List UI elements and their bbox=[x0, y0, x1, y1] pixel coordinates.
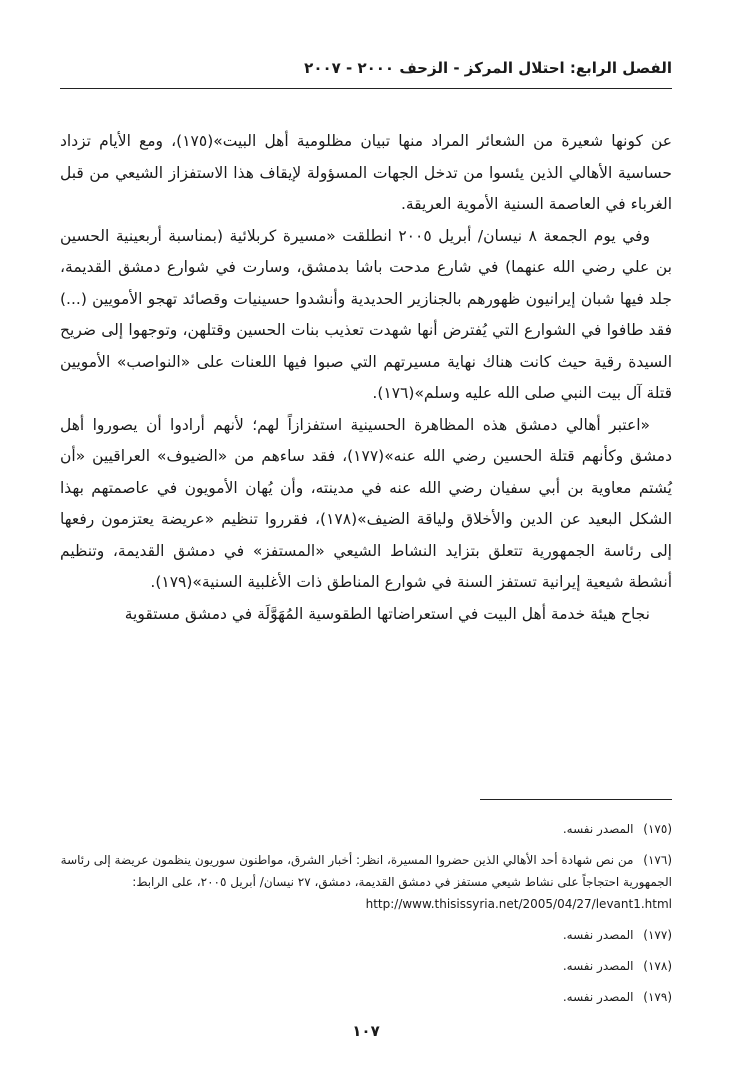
header-rule bbox=[60, 88, 672, 89]
paragraph: عن كونها شعيرة من الشعائر المراد منها تبيان مظلومية أهل البيت»(١٧٥)، ومع الأيام تزداد حساسية الأهالي الذين يئسوا من تدخل الجهات المسؤولة لإيقاف هذا الاستفزاز الشيعي من قبل الغرباء في العاصمة السنية الأموية العريقة. bbox=[60, 132, 672, 213]
footnote-text: المصدر نفسه. bbox=[562, 959, 634, 973]
footnote-text: من نص شهادة أحد الأهالي الذين حضروا المسيرة، انظر: أخبار الشرق، مواطنون سوريون ينظمون عريضة إلى رئاسة الجمهورية احتجاجاً على نشاط شيعي مستفز في دمشق القديمة، دمشق، ٢٧ نيسان/ أبريل ٢٠٠٥، على الرابط: bbox=[60, 853, 672, 889]
footnote-177 bbox=[60, 924, 672, 946]
running-header: الفصل الرابع: احتلال المركز - الزحف ٢٠٠٠ - ٢٠٠٧ bbox=[304, 59, 672, 77]
footnote-number: (١٧٨) bbox=[643, 959, 672, 973]
footnote-text: المصدر نفسه. bbox=[562, 990, 634, 1004]
footnote-179 bbox=[60, 986, 672, 1008]
main-text bbox=[60, 126, 672, 630]
paragraph: «اعتبر أهالي دمشق هذه المظاهرة الحسينية استفزازاً لهم؛ لأنهم أرادوا أن يصوروا أهل دمشق وكأنهم قتلة الحسين رضي الله عنه»(١٧٧)، فقد ساءهم من «الضيوف» العراقيين «أن يُشتم معاوية بن أبي سفيان رضي الله عنه في مدينته، وأن يُهان الأمويون في عاصمتهم بهذا الشكل البعيد عن الدين والأخلاق ولياقة الضيف»(١٧٨)، فقرروا تنظيم «عريضة يعتزمون رفعها إلى رئاسة الجمهورية تتعلق بتزايد النشاط الشيعي «المستفز» في دمشق القديمة، وتنظيم أنشطة شيعية إيرانية تستفز السنة في شوارع المناطق ذات الأغلبية السنية»(١٧٩). bbox=[60, 415, 673, 591]
footnote-link[interactable]: http://www.thisissyria.net/2005/04/27/levant1.html bbox=[365, 897, 672, 911]
footnote-178 bbox=[60, 955, 672, 977]
footnote-number: (١٧٧) bbox=[643, 928, 672, 942]
footnote-separator bbox=[480, 799, 672, 800]
paragraph: وفي يوم الجمعة ٨ نيسان/ أبريل ٢٠٠٥ انطلقت «مسيرة كربلائية (بمناسبة أربعينية الحسين بن علي رضي الله عنهما) في شارع مدحت باشا بدمشق، وسارت في شوارع دمشق القديمة، جلد فيها شبان إيرانيون ظهورهم بالجنازير الحديدية وأنشدوا حسينيات وقصائد تهجو الأمويين (...) فقد طافوا في الشوارع التي يُفترض أنها شهدت تعذيب بنات الحسين وقتلهن، وتوجهوا إلى ضريح السيدة رقية حيث كانت هناك نهاية مسيرتهم التي صبوا فيها اللعنات على «النواصب» الأمويين قتلة آل بيت النبي صلى الله عليه وسلم»(١٧٦). bbox=[60, 226, 672, 402]
footnote-number: (١٧٩) bbox=[643, 990, 672, 1004]
paragraph: نجاح هيئة خدمة أهل البيت في استعراضاتها الطقوسية المُهَوَّلَة في دمشق مستقوية bbox=[124, 604, 650, 623]
footnote-number: (١٧٥) bbox=[643, 822, 672, 836]
page-number: ١٠٧ bbox=[352, 1022, 380, 1040]
footnote-175 bbox=[60, 818, 672, 840]
footnotes bbox=[60, 818, 672, 1017]
footnote-number: (١٧٦) bbox=[643, 853, 672, 867]
footnote-176 bbox=[60, 849, 672, 915]
footnote-text: المصدر نفسه. bbox=[562, 822, 634, 836]
footnote-text: المصدر نفسه. bbox=[562, 928, 634, 942]
